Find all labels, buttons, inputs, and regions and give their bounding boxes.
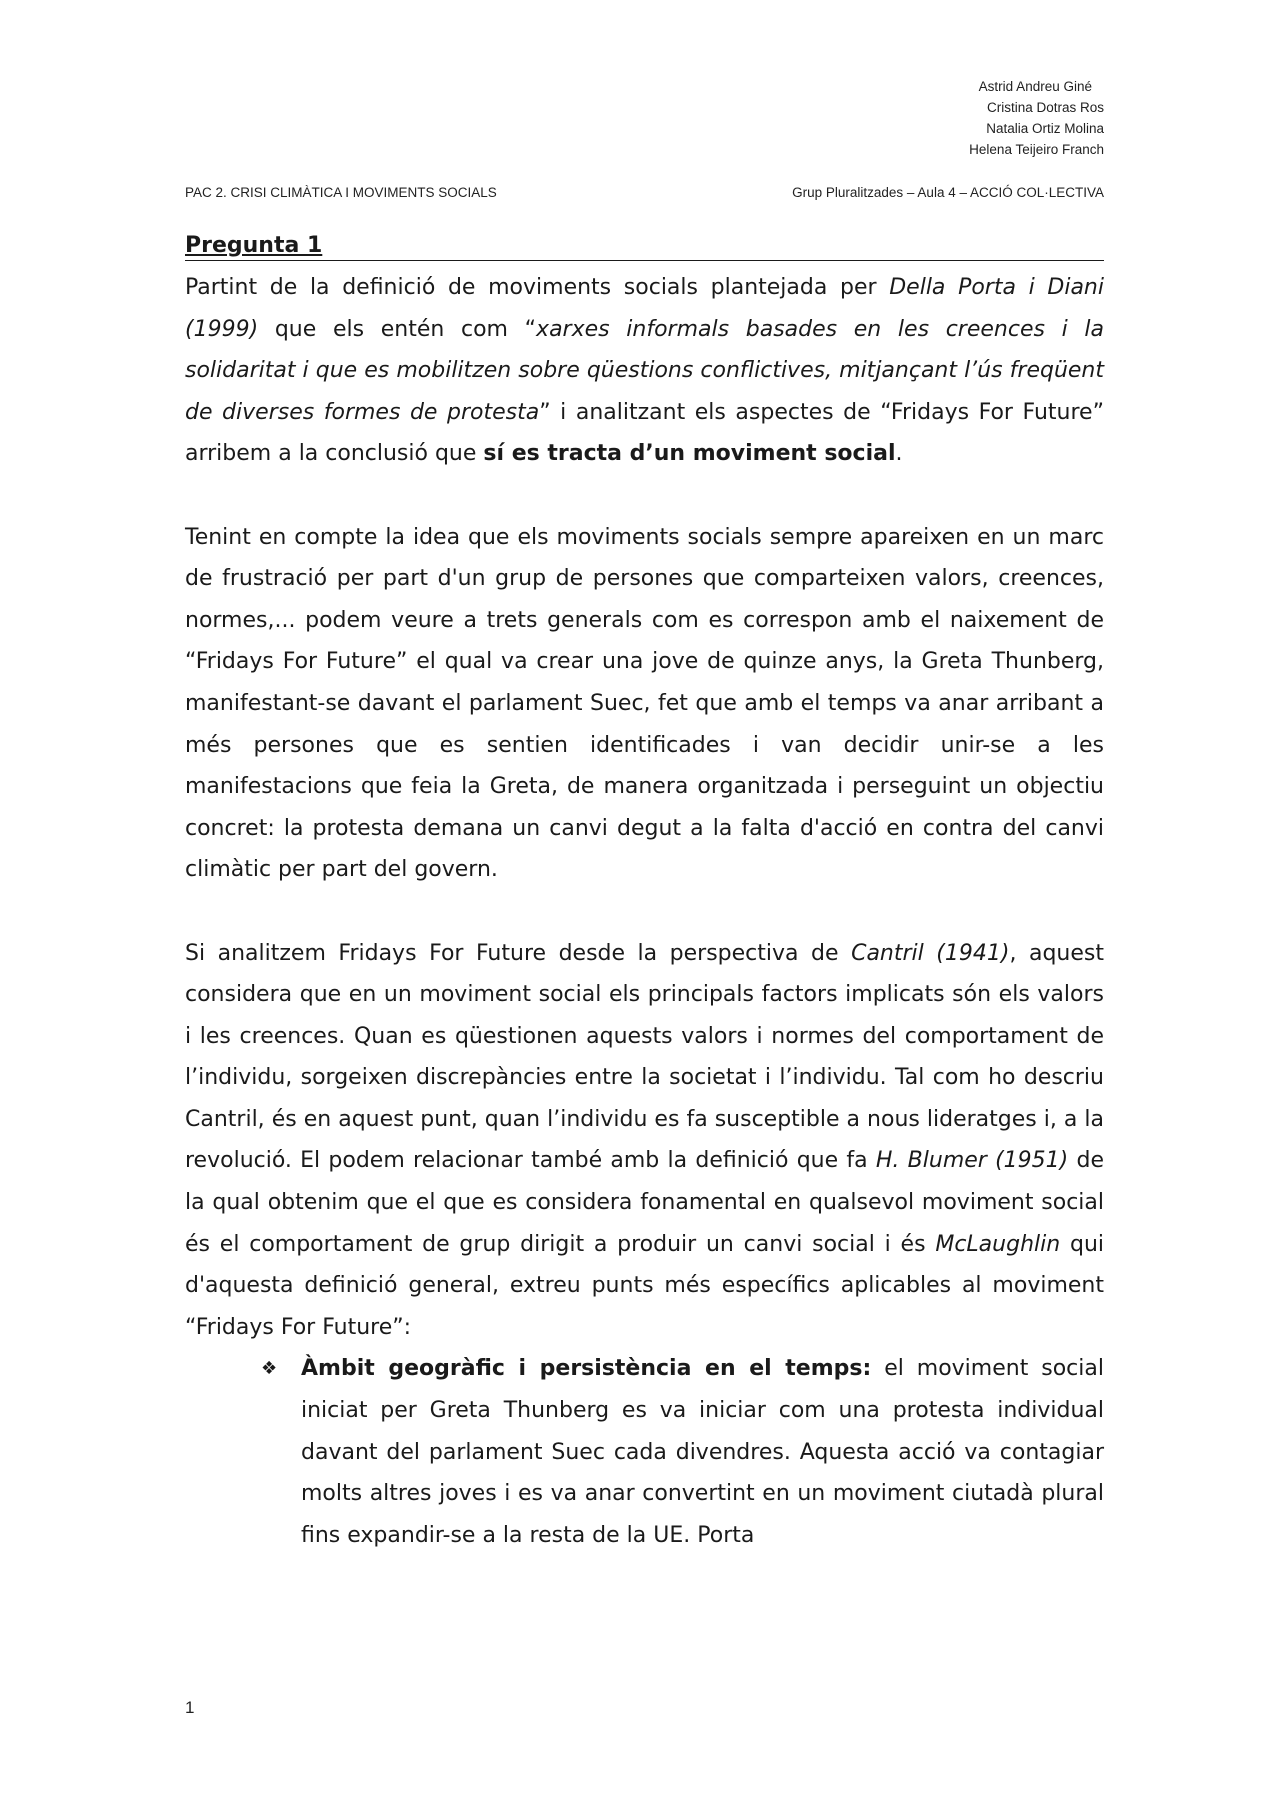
citation: Della Porta i Diani (1999) (185, 275, 1104, 342)
text-run: qui d'aquesta definició general, extreu punts més específics aplicables al moviment “Fridays For Future”: (185, 1231, 1105, 1340)
bullet-item (261, 1348, 1104, 1556)
paragraph-1 (185, 267, 1104, 475)
author-name: Cristina Dotras Ros (986, 100, 1104, 115)
citation: McLaughlin (935, 1231, 1061, 1257)
question-heading: Pregunta 1 (185, 233, 323, 258)
citation: H. Blumer (1951) (875, 1148, 1069, 1174)
conclusion: sí es tracta d’un moviment social (483, 441, 896, 467)
paragraph-2: Tenint en compte la idea que els moviments socials sempre apareixen en un marc de frustració per part d'un grup de persones que comparteixen valors, creences, normes,... podem veure a trets generals com es correspon amb el naixement de “Fridays For Future” el qual va crear una jove de quinze anys, la Greta Thunberg, manifestant-se davant el parlament Suec, fet que amb el temps va anar arribant a més persones que es sentien identificades i van decidir unir-se a les manifestacions que feia la Greta, de manera organitzada i perseguint un objectiu concret: la protesta demana un canvi degut a la falta d'acció en contra del canvi climàtic per part del govern. (185, 524, 1104, 883)
bullet-text (301, 1348, 1104, 1556)
document-body (185, 267, 1104, 1556)
author-name: Helena Teijeiro Franch (969, 142, 1104, 157)
author-name: Natalia Ortiz Molina (986, 121, 1104, 136)
text-run: que els entén com “ (258, 316, 537, 342)
text-run: ” i analitzant els aspectes de “Fridays For Future” arribem a la conclusió que (185, 399, 1104, 467)
text-run: . (895, 441, 903, 467)
text-run: el moviment social iniciat per Greta Thunberg es va iniciar com una protesta individual davant del parlament Suec cada divendres. Aquesta acció va contagiar molts altres joves i es va anar convertint en un moviment ciutadà plural fins expandir-se a la resta de la UE. Porta (301, 1356, 1104, 1548)
bullet-title: Àmbit geogràfic i persistència en el temps: (301, 1356, 872, 1382)
citation: Cantril (1941) (851, 940, 1010, 966)
diamond-bullet-icon: ❖ (261, 1358, 278, 1380)
paragraph-3 (185, 933, 1104, 1349)
heading-rule (185, 230, 1104, 261)
group-info: Grup Pluralitzades – Aula 4 – ACCIÓ COL·LECTIVA (792, 185, 1104, 200)
course-title: PAC 2. CRISI CLIMÀTICA I MOVIMENTS SOCIALS (185, 185, 497, 200)
text-run: Partint de la definició de moviments socials plantejada per (185, 275, 890, 300)
author-name: Astrid Andreu Giné (978, 79, 1092, 94)
author-list (684, 76, 1104, 160)
text-run: Si analitzem Fridays For Future desde la perspectiva de (185, 940, 852, 966)
quote: xarxes informals basades en les creences i la solidaritat i que es mobilitzen sobre qüestions conflictives, mitjançant l’ús freqüent de diverses formes de protesta (185, 316, 1104, 425)
page-number: 1 (185, 1698, 195, 1717)
text-run: de la qual obtenim que el que es considera fonamental en qualsevol moviment social és el comportament de grup dirigit a produir un canvi social i és (185, 1148, 1105, 1257)
text-run: , aquest considera que en un moviment social els principals factors implicats són els valors i les creences. Quan es qüestionen aquests valors i normes del comportament de l’individu, sorgeixen discrepàncies entre la societat i l’individu. Tal com ho descriu Cantril, és en aquest punt, quan l’individu es fa susceptible a nous lideratges i, a la revolució. El podem relacionar també amb la definició que fa (185, 940, 1104, 1174)
